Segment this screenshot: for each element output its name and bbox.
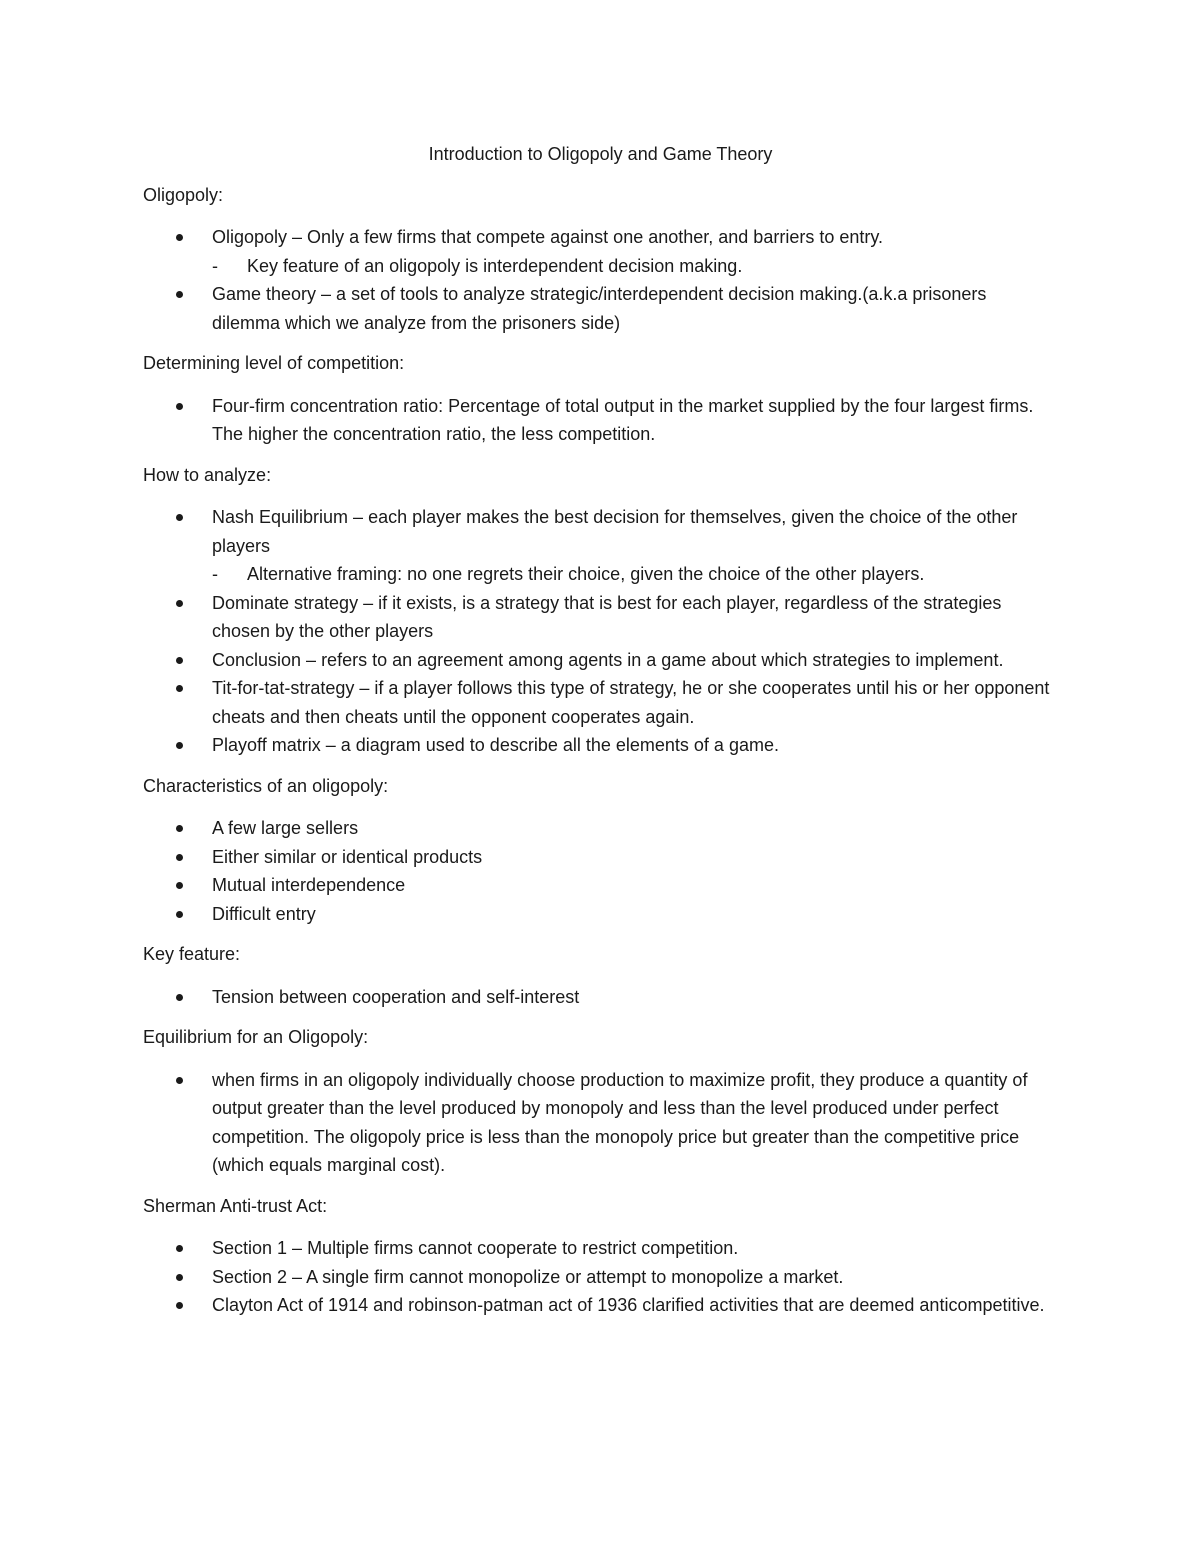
bullet-item xyxy=(143,589,1058,646)
bullet-dot-icon xyxy=(176,514,183,521)
bullet-item xyxy=(143,1291,1058,1320)
bullet-dot-icon xyxy=(176,1245,183,1252)
bullet-dot-icon xyxy=(176,1077,183,1084)
bullet-dot-icon xyxy=(176,825,183,832)
bullet-dot-icon xyxy=(176,994,183,1001)
bullet-item xyxy=(143,900,1058,929)
sub-bullet-item xyxy=(212,252,1058,281)
bullet-text: Difficult entry xyxy=(212,903,316,924)
bullet-dot-icon xyxy=(176,657,183,664)
bullet-text: Section 2 – A single firm cannot monopolize or attempt to monopolize a market. xyxy=(212,1266,844,1287)
bullet-text: Either similar or identical products xyxy=(212,846,483,867)
bullet-item xyxy=(143,1066,1058,1180)
bullet-list xyxy=(143,1234,1058,1320)
bullet-item xyxy=(143,843,1058,872)
bullet-dot-icon xyxy=(176,1274,183,1281)
bullet-list xyxy=(143,814,1058,928)
bullet-dot-icon xyxy=(176,742,183,749)
bullet-dot-icon xyxy=(176,911,183,918)
bullet-text: Playoff matrix – a diagram used to describe all the elements of a game. xyxy=(212,735,779,755)
bullet-list xyxy=(143,983,1058,1012)
bullet-text: Game theory – a set of tools to analyze strategic/interdependent decision making.(a.k.a prisoners dilemma which we analyze from the prisoners side) xyxy=(212,284,987,333)
bullet-text: Tit-for-tat-strategy – if a player follows this type of strategy, he or she cooperates until his or her opponent cheats and then cheats until the opponent cooperates again. xyxy=(212,678,1050,727)
bullet-dot-icon xyxy=(176,1302,183,1309)
sub-bullet-item xyxy=(212,560,1058,589)
bullet-text: when firms in an oligopoly individually choose production to maximize profit, they produce a quantity of output greater than the level produced by monopoly and less than the level produced under perfect competition. The oligopoly price is less than the monopoly price but greater than the competitive price (which equals marginal cost). xyxy=(212,1069,1028,1175)
bullet-list xyxy=(143,503,1058,760)
bullet-item xyxy=(143,674,1058,731)
bullet-list xyxy=(143,223,1058,337)
bullet-text: Mutual interdependence xyxy=(212,875,406,895)
section-heading: Oligopoly: xyxy=(143,184,224,205)
bullet-text: Oligopoly – Only a few firms that compete against one another, and barriers to entry. xyxy=(212,227,884,247)
bullet-text: Nash Equilibrium – each player makes the best decision for themselves, given the choice of the other players xyxy=(212,507,1018,556)
bullet-dot-icon xyxy=(176,685,183,692)
bullet-dot-icon xyxy=(176,234,183,241)
bullet-list xyxy=(143,1066,1058,1180)
section-heading: Equilibrium for an Oligopoly: xyxy=(143,1027,369,1047)
sub-bullet-text: Alternative framing: no one regrets their choice, given the choice of the other players. xyxy=(247,564,925,584)
section-heading: Characteristics of an oligopoly: xyxy=(143,775,389,796)
bullet-text: Conclusion – refers to an agreement among agents in a game about which strategies to implement. xyxy=(212,649,1004,670)
bullet-text: A few large sellers xyxy=(212,818,359,838)
bullet-item xyxy=(143,280,1058,337)
bullet-item xyxy=(143,503,1058,589)
bullet-item xyxy=(143,646,1058,675)
bullet-text: Tension between cooperation and self-interest xyxy=(212,986,580,1007)
bullet-dot-icon xyxy=(176,600,183,607)
bullet-text: Section 1 – Multiple firms cannot cooperate to restrict competition. xyxy=(212,1238,739,1258)
document-body xyxy=(143,140,1058,1332)
sections-container xyxy=(143,181,1058,1320)
document-title: Introduction to Oligopoly and Game Theory xyxy=(428,144,773,164)
bullet-text: Clayton Act of 1914 and robinson-patman act of 1936 clarified activities that are deemed anticompetitive. xyxy=(212,1295,1045,1315)
bullet-item xyxy=(143,223,1058,280)
bullet-dot-icon xyxy=(176,403,183,410)
bullet-dot-icon xyxy=(176,882,183,889)
bullet-dot-icon xyxy=(176,291,183,298)
section-heading: Determining level of competition: xyxy=(143,353,405,373)
bullet-item xyxy=(143,983,1058,1012)
bullet-item xyxy=(143,1263,1058,1292)
dash-icon: - xyxy=(212,564,218,584)
bullet-text: Four-firm concentration ratio: Percentage of total output in the market supplied by the four largest firms. The higher the concentration ratio, the less competition. xyxy=(212,395,1034,444)
sub-bullet-text: Key feature of an oligopoly is interdependent decision making. xyxy=(247,255,743,276)
bullet-item xyxy=(143,814,1058,843)
section-heading: Sherman Anti-trust Act: xyxy=(143,1195,328,1216)
bullet-text: Dominate strategy – if it exists, is a strategy that is best for each player, regardless of the strategies chosen by the other players xyxy=(212,592,1002,641)
dash-icon: - xyxy=(212,255,218,276)
bullet-item xyxy=(143,871,1058,900)
section-heading: Key feature: xyxy=(143,944,241,964)
bullet-item xyxy=(143,1234,1058,1263)
section-heading: How to analyze: xyxy=(143,464,272,485)
bullet-item xyxy=(143,392,1058,449)
bullet-list xyxy=(143,392,1058,449)
bullet-dot-icon xyxy=(176,854,183,861)
bullet-item xyxy=(143,731,1058,760)
